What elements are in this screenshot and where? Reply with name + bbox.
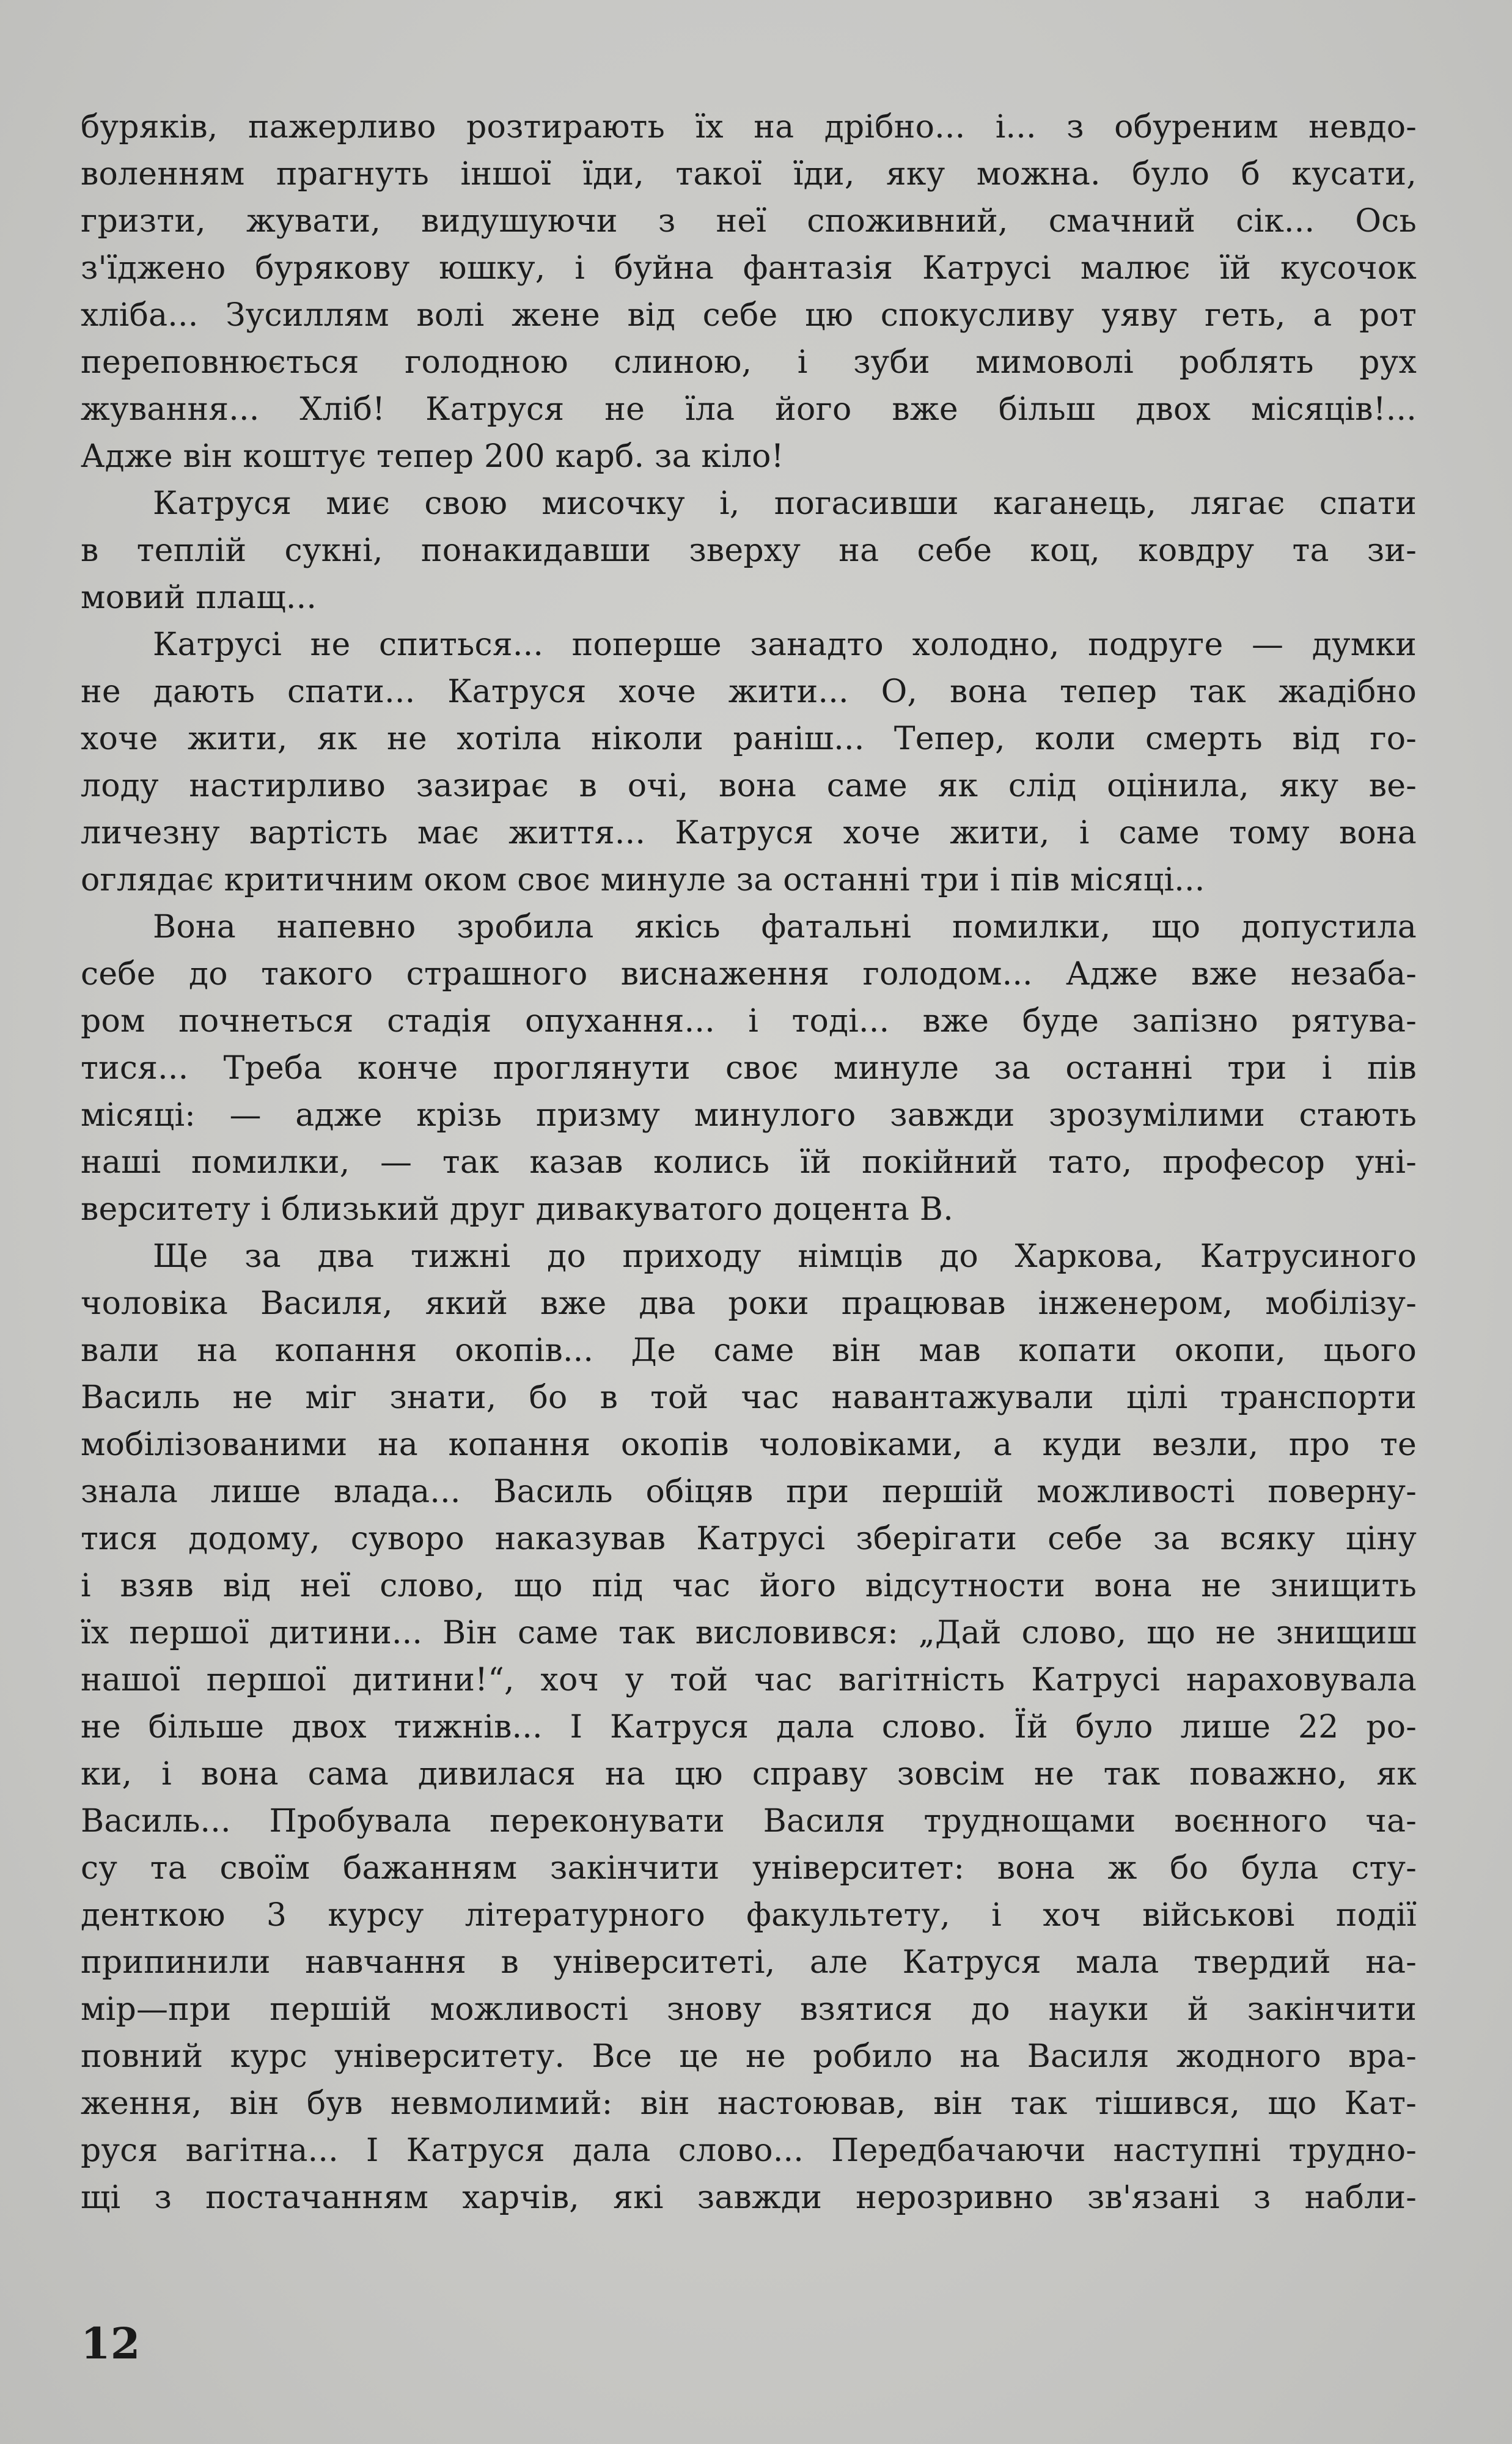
paragraph xyxy=(81,904,1417,1233)
text-line: з'їджено бурякову юшку, і буйна фантазія Катрусі малює їй кусочок xyxy=(81,250,1417,287)
text-line: буряків, пажерливо розтирають їх на дрібно... і... з обуреним невдо- xyxy=(81,109,1417,145)
paragraph xyxy=(81,480,1417,622)
text-line: наші помилки, — так казав колись їй покійний тато, професор уні- xyxy=(81,1144,1417,1181)
text-line: мір—при першій можливості знову взятися до науки й закінчити xyxy=(81,1991,1417,2028)
text-line: повний курс університету. Все це не робило на Василя жодного вра- xyxy=(81,2038,1417,2075)
text-line: оглядає критичним оком своє минуле за останні три і пів місяці... xyxy=(81,862,1205,898)
text-line: знала лише влада... Василь обіцяв при першій можливості поверну- xyxy=(81,1473,1417,1510)
text-line: припинили навчання в університеті, але Катруся мала твердий на- xyxy=(81,1944,1417,1981)
text-line: їх першої дитини... Він саме так висловився: „Дай слово, що не знищиш xyxy=(81,1615,1417,1651)
paragraph xyxy=(81,1233,1417,2222)
text-line: тися... Треба конче проглянути своє минуле за останні три і пів xyxy=(81,1050,1417,1087)
text-line: щі з постачанням харчів, які завжди нерозривно зв'язані з набли- xyxy=(81,2179,1417,2216)
text-line: лоду настирливо зазирає в очі, вона саме як слід оцінила, яку ве- xyxy=(81,768,1417,804)
text-line: Василь... Пробувала переконувати Василя труднощами воєнного ча- xyxy=(81,1803,1417,1840)
text-line: гризти, жувати, видушуючи з неї споживний, смачний сік... Ось xyxy=(81,203,1417,240)
text-line: денткою 3 курсу літературного факультету, і хоч військові події xyxy=(81,1897,1417,1934)
text-line: хліба... Зусиллям волі жене від себе цю спокусливу уяву геть, а рот xyxy=(81,297,1417,334)
text-line: місяці: — адже крізь призму минулого завжди зрозумілими стають xyxy=(81,1097,1417,1134)
text-line: ром почнеться стадія опухання... і тоді... вже буде запізно рятува- xyxy=(81,1003,1417,1040)
text-line: вали на копання окопів... Де саме він мав копати окопи, цього xyxy=(81,1332,1417,1369)
text-line: мовий плащ... xyxy=(81,579,317,616)
text-line: себе до такого страшного виснаження голодом... Адже вже незаба- xyxy=(81,956,1417,993)
text-line: Василь не міг знати, бо в той час навантажували цілі транспорти xyxy=(81,1379,1417,1416)
text-line: ження, він був невмолимий: він настоював, він так тішився, що Кат- xyxy=(81,2085,1417,2122)
text-line: чоловіка Василя, який вже два роки працював інженером, мобілізу- xyxy=(81,1285,1417,1322)
text-line: хоче жити, як не хотіла ніколи раніш... Тепер, коли смерть від го- xyxy=(81,721,1417,757)
text-line: і взяв від неї слово, що під час його відсутности вона не знищить xyxy=(81,1568,1417,1604)
text-line: мобілізованими на копання окопів чоловіками, а куди везли, про те xyxy=(81,1426,1417,1463)
page-number: 12 xyxy=(81,2318,141,2369)
text-line: личезну вартість має життя... Катруся хоче жити, і саме тому вона xyxy=(81,815,1417,851)
text-line: жування... Хліб! Катруся не їла його вже більш двох місяців!... xyxy=(81,391,1417,428)
body-text xyxy=(81,104,1417,2222)
text-line: Ще за два тижні до приходу німців до Харкова, Катрусиного xyxy=(153,1238,1417,1275)
text-line: в теплій сукні, понакидавши зверху на себе коц, ковдру та зи- xyxy=(81,532,1417,569)
text-line: тися додому, суворо наказував Катрусі зберігати себе за всяку ціну xyxy=(81,1521,1417,1557)
text-line: Катрусі не спиться... поперше занадто холодно, подруге — думки xyxy=(153,626,1417,663)
text-line: Катруся миє свою мисочку і, погасивши каганець, лягає спати xyxy=(153,485,1417,522)
text-line: Адже він коштує тепер 200 карб. за кіло! xyxy=(81,438,784,475)
text-line: не дають спати... Катруся хоче жити... О, вона тепер так жадібно xyxy=(81,673,1417,710)
text-line: су та своїм бажанням закінчити університет: вона ж бо була сту- xyxy=(81,1850,1417,1887)
text-line: нашої першої дитини!“, хоч у той час вагітність Катрусі нараховувала xyxy=(81,1662,1417,1698)
text-line: верситету і близький друг дивакуватого доцента В. xyxy=(81,1191,953,1228)
paragraph xyxy=(81,104,1417,480)
paragraph xyxy=(81,622,1417,904)
text-line: переповнюється голодною слиною, і зуби мимоволі роблять рух xyxy=(81,344,1417,381)
text-line: Вона напевно зробила якісь фатальні помилки, що допустила xyxy=(153,909,1417,945)
text-line: не більше двох тижнів... І Катруся дала слово. Їй було лише 22 ро- xyxy=(81,1709,1417,1745)
text-line: ки, і вона сама дивилася на цю справу зовсім не так поважно, як xyxy=(81,1756,1417,1793)
text-line: воленням прагнуть іншої їди, такої їди, яку можна. було б кусати, xyxy=(81,156,1417,193)
text-line: руся вагітна... І Катруся дала слово... Передбачаючи наступні трудно- xyxy=(81,2132,1417,2169)
